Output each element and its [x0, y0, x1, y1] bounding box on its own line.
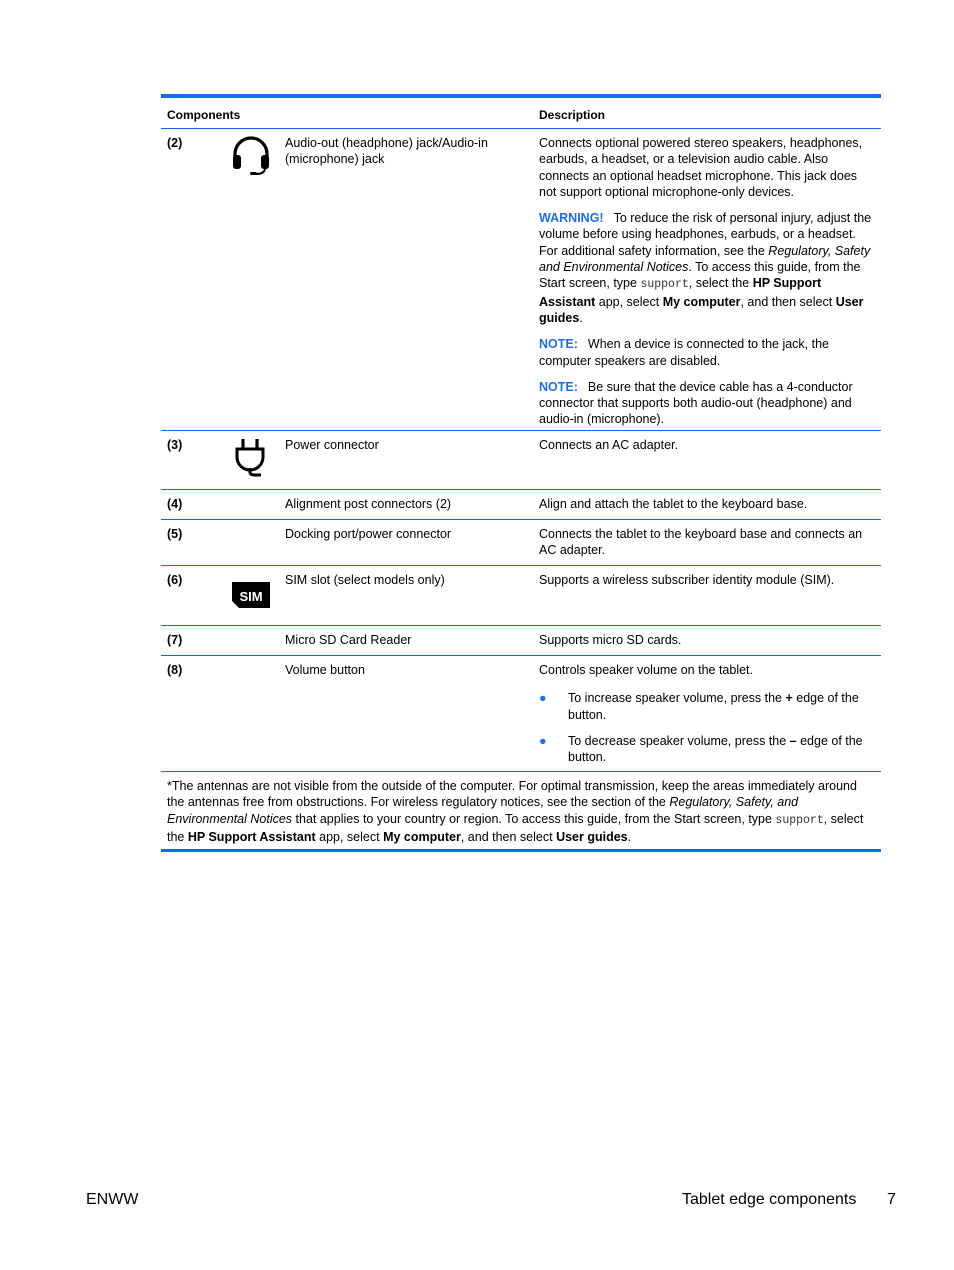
component-name: Alignment post connectors (2) — [285, 497, 452, 511]
description-text: Supports a wireless subscriber identity module (SIM). — [539, 573, 835, 587]
power-plug-icon — [231, 437, 271, 477]
table-row — [161, 566, 881, 626]
component-description — [539, 526, 875, 569]
warning-label: WARNING! — [539, 211, 604, 226]
command-text: support — [640, 278, 689, 292]
table-row — [161, 431, 881, 490]
bullet-icon: ● — [539, 691, 547, 706]
row-number: (2) — [167, 136, 183, 150]
note-block: NOTE: Be sure that the device cable has a 4-conductor connector that supports both audio-out (headphone) and audio-in (microphone). — [539, 379, 853, 427]
row-number: (6) — [167, 573, 183, 587]
row-number: (7) — [167, 633, 183, 647]
table-row — [161, 490, 881, 520]
table-row — [161, 626, 881, 656]
table-row — [161, 129, 881, 431]
table-row — [161, 656, 881, 772]
component-name: Power connector — [285, 438, 379, 452]
note-block: NOTE: When a device is connected to the jack, the computer speakers are disabled. — [539, 337, 830, 368]
list-item: ● To increase speaker volume, press the + edge of the button. — [539, 691, 859, 722]
component-description — [539, 496, 875, 522]
component-description — [539, 135, 875, 438]
row-number: (5) — [167, 527, 183, 541]
footnote-text: *The antennas are not visible from the outside of the computer. For optimal transmission, keep the areas immediately around the antennas free from obstructions. For wireless regulatory notices, see the section of the Regulatory, Safety, and Environmental Notices that applies to your country or region. To access this guide, from the Start screen, type support, select the HP Support Assistant app, select My computer, and then select User guides. — [167, 779, 864, 844]
header-description: Description — [539, 108, 606, 122]
warning-block: WARNING! To reduce the risk of personal injury, adjust the volume before using headphones, earbuds, or a headset. For additional safety information, see the Regulatory, Safety and Environmental Notices. To access this guide, from the Start screen, type support, select the HP Support Assistant app, select My computer, and then select User guides. — [539, 211, 872, 325]
components-table — [161, 94, 881, 852]
description-text: Connects the tablet to the keyboard base and connects an AC adapter. — [539, 527, 863, 558]
list-item: ● To decrease speaker volume, press the – edge of the button. — [539, 733, 863, 765]
description-text: Align and attach the tablet to the keyboard base. — [539, 497, 808, 511]
command-text: support — [775, 813, 824, 827]
footer-section-title: Tablet edge components — [682, 1191, 857, 1208]
row-number: (4) — [167, 497, 183, 511]
table-header — [161, 98, 881, 129]
component-name: Micro SD Card Reader — [285, 633, 412, 647]
row-number: (3) — [167, 438, 183, 452]
component-name: Audio-out (headphone) jack/Audio-in (microphone) jack — [285, 136, 488, 167]
description-text: Controls speaker volume on the tablet. — [539, 663, 754, 677]
description-text: Connects optional powered stereo speakers, headphones, earbuds, a headset, or a television audio cable. Also connects an optional headset microphone. This jack does not support optional microphone-only devices. — [539, 136, 863, 199]
component-description — [539, 662, 875, 775]
description-text: Supports micro SD cards. — [539, 633, 682, 647]
sim-card-icon — [231, 572, 271, 612]
header-components: Components — [167, 108, 241, 122]
component-description — [539, 572, 875, 598]
notices-title: Regulatory, Safety and Environmental Notices — [539, 243, 871, 275]
component-description — [539, 632, 875, 658]
footer-left: ENWW — [86, 1191, 139, 1208]
page-number: 7 — [887, 1191, 896, 1208]
component-name: Volume button — [285, 663, 365, 677]
table-footnote — [161, 772, 881, 849]
table-row — [161, 520, 881, 566]
note-label: NOTE: — [539, 379, 578, 394]
component-name: Docking port/power connector — [285, 527, 452, 541]
notices-title: Regulatory, Safety, and Environmental Notices — [167, 795, 799, 826]
svg-text:SIM: SIM — [239, 589, 263, 604]
component-name: SIM slot (select models only) — [285, 573, 445, 587]
note-label: NOTE: — [539, 337, 578, 352]
component-description — [539, 437, 875, 463]
headphone-icon — [231, 135, 271, 175]
description-text: Connects an AC adapter. — [539, 438, 678, 452]
bullet-icon: ● — [539, 733, 547, 748]
row-number: (8) — [167, 663, 183, 677]
